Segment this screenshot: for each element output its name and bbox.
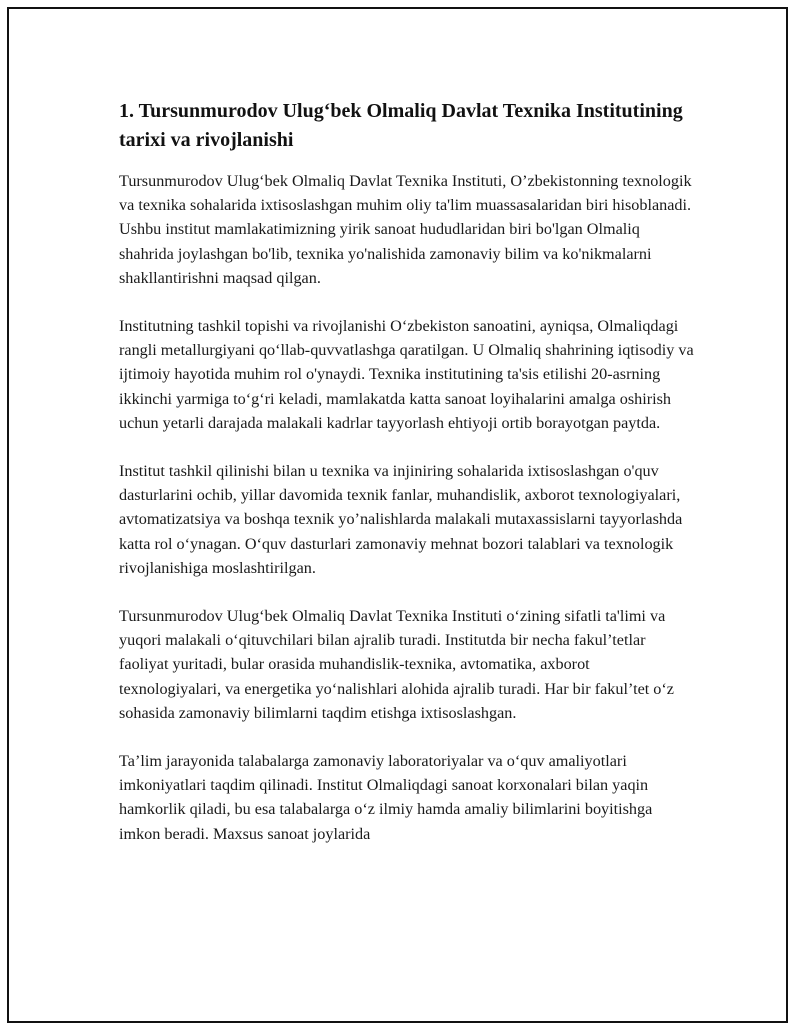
section-heading: 1. Tursunmurodov Ulug‘bek Olmaliq Davlat Texnika Institutining tarixi va rivojlanishi [119, 100, 683, 151]
paragraph-1: Tursunmurodov Ulug‘bek Olmaliq Davlat Texnika Instituti, O’zbekistonning texnologik va texnika sohalarida ixtisoslashgan muhim oliy ta'lim muassasalaridan biri hisoblanadi. Ushbu institut mamlakatimizning yirik sanoat hududlaridan biri bo'lgan Olmaliq shahrida joylashgan bo'lib, texnika yo'nalishida zamonaviy bilim va ko'nikmalarni shakllantirishni maqsad qilgan. [119, 172, 692, 287]
document-body [119, 97, 694, 870]
paragraph-3: Institut tashkil qilinishi bilan u texnika va injiniring sohalarida ixtisoslashgan o'quv dasturlarini ochib, yillar davomida texnik fanlar, muhandislik, axborot texnologiyalari, avtomatizatsiya va boshqa texnik yo’nalishlarda malakali mutaxassislarni tayyorlashda katta rol o‘ynagan. O‘quv dasturlari zamonaviy mehnat bozori talablari va texnologik rivojlanishiga moslashtirilgan. [119, 462, 683, 577]
document-page [7, 7, 788, 1023]
paragraph-5: Ta’lim jarayonida talabalarga zamonaviy laboratoriyalar va o‘quv amaliyotlari imkoniyatlari taqdim qilinadi. Institut Olmaliqdagi sanoat korxonalari bilan yaqin hamkorlik qiladi, bu esa talabalarga o‘z ilmiy hamda amaliy bilimlarini boyitishga imkon beradi. Maxsus sanoat joylarida [119, 752, 653, 843]
paragraph-2: Institutning tashkil topishi va rivojlanishi O‘zbekiston sanoatini, ayniqsa, Olmaliqdagi rangli metallurgiyani qo‘llab-quvvatlashga qaratilgan. U Olmaliq shahrining iqtisodiy va ijtimoiy hayotida muhim rol o'ynaydi. Texnika institutining ta'sis etilishi 20-asrning ikkinchi yarmiga to‘g‘ri keladi, mamlakatda katta sanoat loyihalarini amalga oshirish uchun yetarli darajada malakali kadrlar tayyorlash ehtiyoji ortib borayotgan paytda. [119, 317, 694, 432]
paragraph-4: Tursunmurodov Ulug‘bek Olmaliq Davlat Texnika Instituti o‘zining sifatli ta'limi va yuqori malakali o‘qituvchilari bilan ajralib turadi. Institutda bir necha fakul’tetlar faoliyat yuritadi, bular orasida muhandislik-texnika, avtomatika, axborot texnologiyalari, va energetika yo‘nalishlari alohida ajralib turadi. Har bir fakul’tet o‘z sohasida zamonaviy bilimlarni taqdim etishga ixtisoslashgan. [119, 607, 674, 722]
